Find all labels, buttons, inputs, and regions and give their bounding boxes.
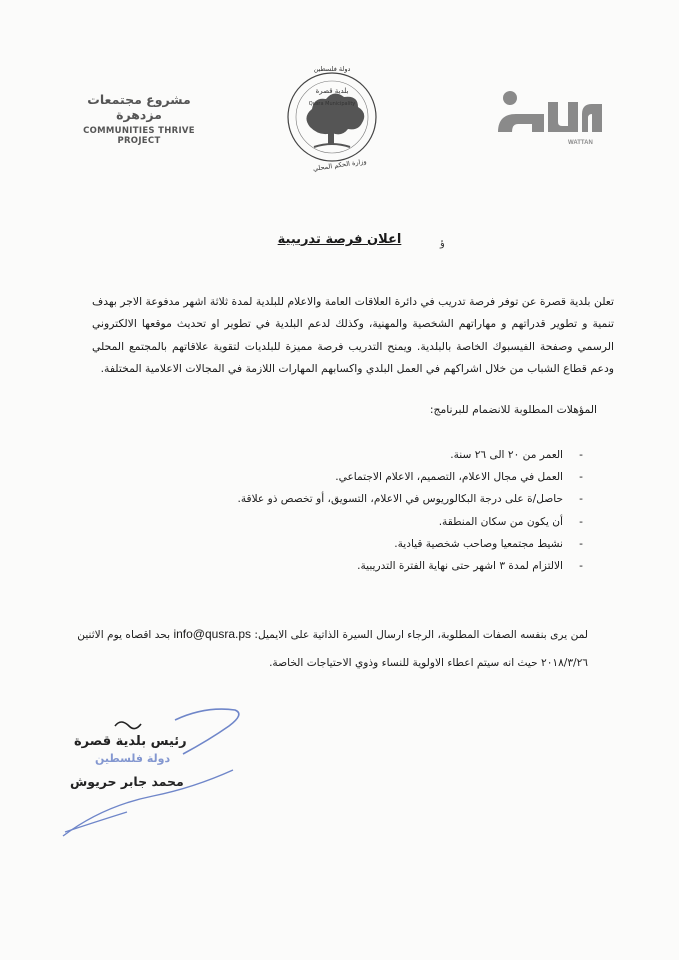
contact-line-2: ٢٠١٨/٣/٢٦ حيث انه سيتم اعطاء الاولوية للنساء وذوي الاحتياجات الخاصة. [269, 657, 588, 669]
wattan-logo-english: WATTAN [568, 140, 593, 146]
announcement-title: اعلان فرصة تدريبية [277, 232, 402, 247]
wattan-logo [496, 88, 606, 150]
qualification-text: نشيط مجتمعيا وصاحب شخصية قيادية. [394, 537, 563, 550]
body-paragraph: تعلن بلدية قصرة عن توفر فرصة تدريب في دائرة العلاقات العامة والاعلام للبلدية لمدة ثلاثة اشهر مدفوعة الاجر بهدف تنمية و تطوير قدراتهم و مهاراتهم الشخصية والمهنية، وكذلك لدعم البلدية في تطوير او تحديث موقعها الالكتروني الرسمي وصفحة الفيسبوك الخاصة بالبلدية. ويمنح التدريب فرصة مميزة للبلديات لتقوية علاقاتهم بالمجتمع المحلي ودعم قطاع الشباب من خلال اشراكهم في العمل البلدي واكسابهم المهارات اللازمة في المجالات الاعلامية المختلفة. [92, 295, 614, 375]
list-item [163, 511, 583, 533]
bullet-dash: - [579, 559, 583, 572]
contact-line-1 [68, 620, 588, 649]
list-item [163, 555, 583, 577]
list-item [163, 488, 583, 510]
qualification-text: أن يكون من سكان المنطقة. [438, 515, 563, 528]
list-item [163, 466, 583, 488]
qualifications-heading: المؤهلات المطلوبة للانضمام للبرنامج: [429, 403, 597, 416]
project-name-arabic: مشروع مجتمعات مزدهرة [87, 92, 191, 122]
list-item [163, 533, 583, 555]
stray-mark: ؤ [440, 238, 445, 249]
signature-title: رئيس بلدية قصرة [74, 734, 187, 749]
qualification-text: حاصل/ة على درجة البكالوريوس في الاعلام، التسويق، أو تخصص ذو علاقة. [237, 493, 563, 506]
project-name-english: COMMUNITIES THRIVE PROJECT [83, 126, 195, 146]
bullet-dash: - [579, 493, 583, 506]
seal-english-text: Qusra Municipality [308, 101, 356, 107]
qualification-text: العمل في مجال الاعلام، التصميم، الاعلام الاجتماعي. [335, 471, 563, 484]
seal-top-text: دولة فلسطين [313, 65, 351, 73]
seal-arc-text: بلدية قصرة [315, 87, 349, 95]
qualifications-list [163, 444, 583, 577]
bullet-dash: - [579, 471, 583, 484]
announcement-body [92, 291, 614, 380]
contact-text-after: بحد اقصاه يوم الاثنين [77, 629, 171, 641]
qualification-text: العمر من ٢٠ الى ٢٦ سنة. [450, 449, 563, 461]
stamp-text: دولة فلسطين [95, 752, 171, 765]
qualification-text: الالتزام لمدة ٣ اشهر حتى نهاية الفترة التدريبية. [357, 559, 563, 572]
list-item [163, 444, 583, 466]
signature-name: محمد جابر حريوش [70, 774, 184, 789]
contact-instructions [68, 620, 588, 677]
bullet-dash: - [579, 449, 583, 461]
contact-text-before: لمن يرى بنفسه الصفات المطلوبة، الرجاء ارسال السيرة الذاتية على الايميل: [254, 629, 588, 641]
bullet-dash: - [579, 515, 583, 528]
communities-thrive-logo [64, 92, 214, 146]
seal-ministry-text: وزارة الحكم المحلي [312, 157, 368, 173]
bullet-dash: - [579, 537, 583, 550]
qusra-municipality-seal [270, 55, 410, 175]
email-link[interactable]: info@qusra.ps [173, 627, 252, 641]
